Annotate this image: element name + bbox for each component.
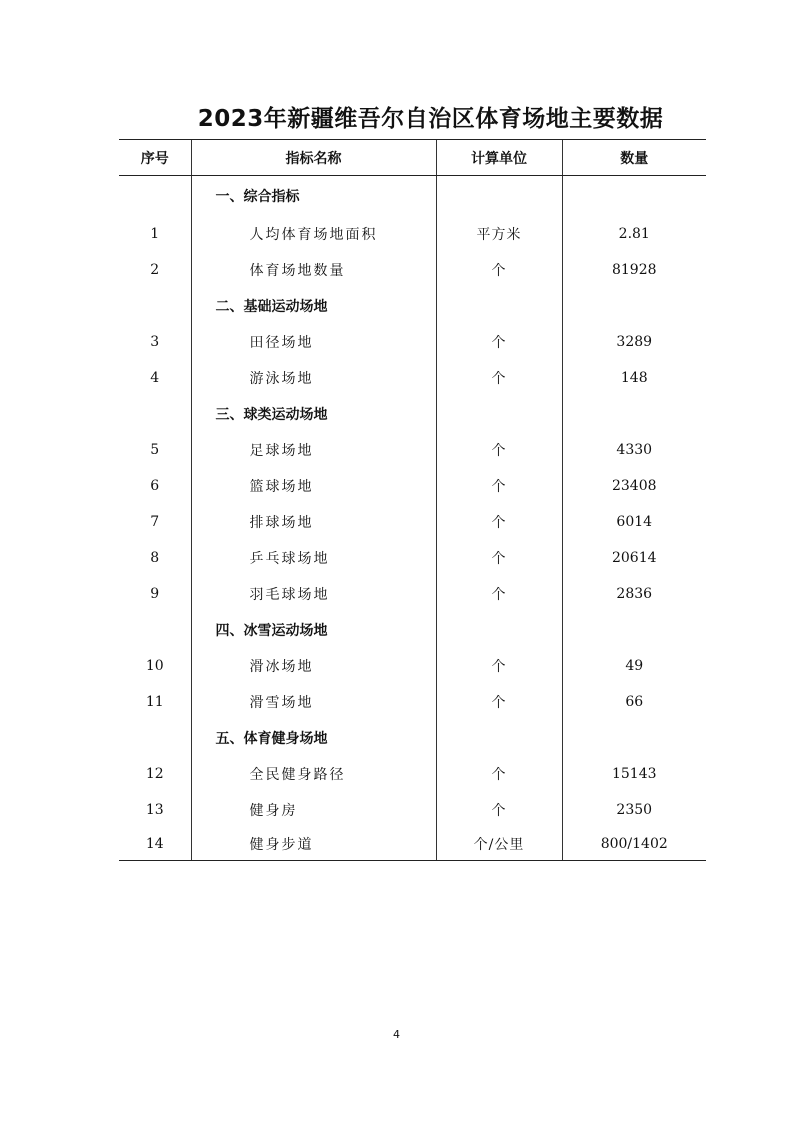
page-number: 4	[393, 1028, 400, 1041]
value-cell: 4330	[562, 432, 706, 468]
indicator-name: 羽毛球场地	[191, 576, 436, 612]
row-index	[119, 720, 191, 756]
unit-cell: 个	[436, 540, 562, 576]
value-cell: 2.81	[562, 216, 706, 252]
unit-cell	[436, 176, 562, 217]
table-body	[119, 176, 706, 861]
table-row	[119, 648, 706, 684]
row-index: 4	[150, 370, 160, 386]
unit-cell	[436, 720, 562, 756]
indicator-name: 排球场地	[191, 504, 436, 540]
unit-cell: 个	[436, 576, 562, 612]
title-text: 2023年新疆维吾尔自治区体育场地主要数据	[197, 106, 664, 132]
row-index	[119, 176, 191, 217]
value-cell: 6014	[562, 504, 706, 540]
table-row	[119, 792, 706, 828]
row-index: 5	[150, 442, 160, 458]
table-row	[119, 216, 706, 252]
table-row	[119, 468, 706, 504]
indicator-name: 田径场地	[191, 324, 436, 360]
value-cell	[562, 288, 706, 324]
table-row	[119, 324, 706, 360]
table-row	[119, 540, 706, 576]
sports-venue-table	[119, 139, 706, 861]
unit-cell: 平方米	[436, 216, 562, 252]
indicator-name: 滑雪场地	[191, 684, 436, 720]
indicator-name: 健身步道	[191, 828, 436, 861]
row-index: 3	[150, 334, 160, 350]
value-cell: 49	[562, 648, 706, 684]
section-name: 四、冰雪运动场地	[191, 612, 436, 648]
value-cell: 81928	[562, 252, 706, 288]
indicator-name: 篮球场地	[191, 468, 436, 504]
row-index: 11	[145, 694, 164, 710]
table-header	[119, 140, 706, 176]
value-cell	[562, 612, 706, 648]
section-name: 五、体育健身场地	[191, 720, 436, 756]
row-index: 6	[150, 478, 160, 494]
indicator-name: 足球场地	[191, 432, 436, 468]
unit-cell	[436, 396, 562, 432]
row-index: 7	[150, 514, 160, 530]
section-row	[119, 720, 706, 756]
value-cell: 15143	[562, 756, 706, 792]
row-index: 12	[145, 766, 164, 782]
indicator-name: 健身房	[191, 792, 436, 828]
indicator-name: 全民健身路径	[191, 756, 436, 792]
header-value: 数量	[562, 140, 706, 176]
section-row	[119, 612, 706, 648]
row-index: 14	[119, 828, 191, 861]
section-name: 二、基础运动场地	[191, 288, 436, 324]
row-index: 8	[150, 550, 160, 566]
section-row	[119, 288, 706, 324]
table-row	[119, 432, 706, 468]
row-index	[119, 396, 191, 432]
indicator-name: 乒乓球场地	[191, 540, 436, 576]
table-row	[119, 684, 706, 720]
row-index: 2	[150, 262, 160, 278]
value-cell: 23408	[562, 468, 706, 504]
indicator-name: 体育场地数量	[191, 252, 436, 288]
value-cell	[562, 176, 706, 217]
unit-cell: 个	[436, 468, 562, 504]
indicator-name: 游泳场地	[191, 360, 436, 396]
indicator-name: 人均体育场地面积	[191, 216, 436, 252]
value-cell	[562, 396, 706, 432]
value-cell: 148	[562, 360, 706, 396]
value-cell: 2350	[562, 792, 706, 828]
value-cell: 2836	[562, 576, 706, 612]
row-index	[119, 288, 191, 324]
header-name: 指标名称	[191, 140, 436, 176]
table-row	[119, 360, 706, 396]
unit-cell: 个	[436, 432, 562, 468]
value-cell: 3289	[562, 324, 706, 360]
value-cell: 20614	[562, 540, 706, 576]
table-row	[119, 756, 706, 792]
header-unit: 计算单位	[436, 140, 562, 176]
section-row	[119, 396, 706, 432]
header-row	[119, 140, 706, 176]
row-index: 1	[150, 226, 160, 242]
unit-cell	[436, 612, 562, 648]
table-row	[119, 504, 706, 540]
unit-cell: 个	[436, 324, 562, 360]
row-index: 10	[145, 658, 164, 674]
indicator-name: 滑冰场地	[191, 648, 436, 684]
unit-cell: 个	[436, 756, 562, 792]
unit-cell: 个	[436, 252, 562, 288]
table-row	[119, 576, 706, 612]
unit-cell: 个	[436, 360, 562, 396]
unit-cell: 个/公里	[436, 828, 562, 861]
header-index: 序号	[119, 140, 191, 176]
unit-cell	[436, 288, 562, 324]
document-title	[0, 100, 793, 133]
section-row	[119, 176, 706, 217]
value-cell: 800/1402	[562, 828, 706, 861]
unit-cell: 个	[436, 648, 562, 684]
unit-cell: 个	[436, 504, 562, 540]
row-index: 9	[150, 586, 160, 602]
unit-cell: 个	[436, 792, 562, 828]
unit-cell: 个	[436, 684, 562, 720]
value-cell	[562, 720, 706, 756]
value-cell: 66	[562, 684, 706, 720]
section-name: 一、综合指标	[191, 176, 436, 217]
row-index: 13	[145, 802, 164, 818]
table-row	[119, 252, 706, 288]
table-row	[119, 828, 706, 861]
section-name: 三、球类运动场地	[191, 396, 436, 432]
row-index	[119, 612, 191, 648]
